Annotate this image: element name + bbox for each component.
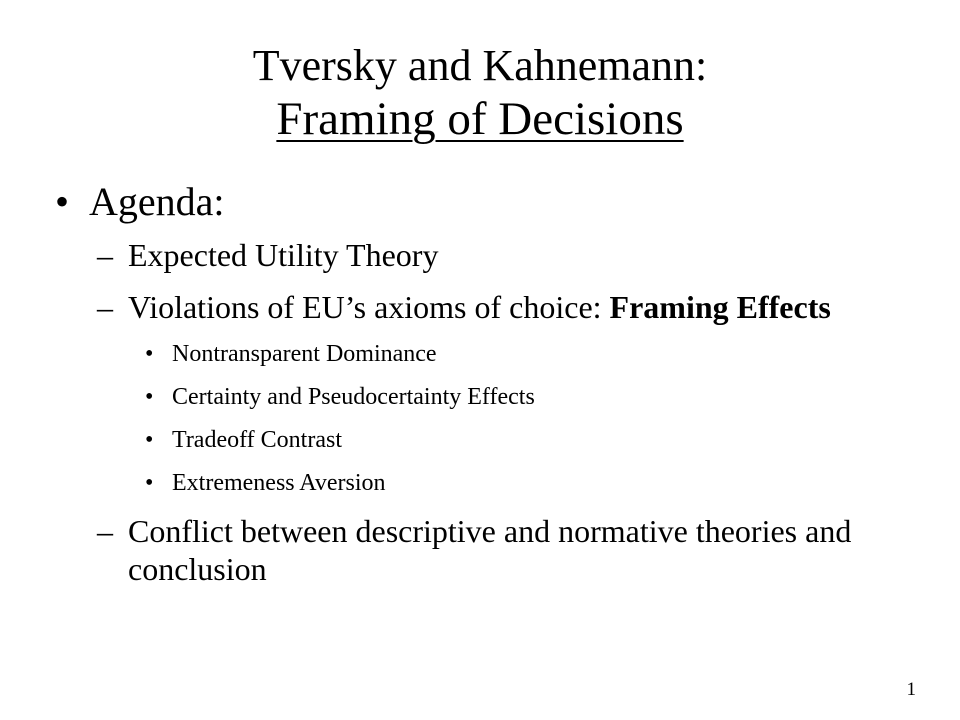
subitem-text: Certainty and Pseudocertainty Effects [172, 384, 535, 410]
dash-icon: – [97, 513, 113, 549]
title-topic: Framing of Decisions [276, 92, 684, 145]
subitem-certainty-effects [55, 383, 915, 412]
slide-title [0, 40, 960, 147]
subitem-text: Tradeoff Contrast [172, 427, 342, 453]
agenda-item-violations [55, 288, 915, 326]
slide-body [55, 178, 915, 602]
bullet-icon: • [145, 470, 154, 496]
agenda-item-text: Expected Utility Theory [128, 237, 439, 273]
agenda-label: Agenda: [89, 179, 225, 224]
subitem-nontransparent-dominance [55, 340, 915, 369]
bullet-icon: • [145, 341, 154, 367]
dash-icon: – [97, 289, 113, 325]
agenda-item-conflict [55, 512, 915, 588]
bullet-icon: • [55, 179, 70, 224]
agenda-item-text: Conflict between descriptive and normative theories and conclusion [128, 513, 852, 587]
subitem-tradeoff-contrast [55, 426, 915, 455]
agenda-item-text: Violations of EU’s axioms of choice: [128, 289, 610, 325]
page-number: 1 [906, 679, 916, 700]
agenda-item-bold-text: Framing Effects [609, 289, 831, 325]
agenda-heading [55, 178, 915, 226]
subitem-text: Nontransparent Dominance [172, 341, 437, 367]
bullet-icon: • [145, 384, 154, 410]
dash-icon: – [97, 237, 113, 273]
title-authors: Tversky and Kahnemann: [252, 41, 708, 90]
subitem-text: Extremeness Aversion [172, 470, 386, 496]
agenda-item-expected-utility [55, 236, 915, 274]
bullet-icon: • [145, 427, 154, 453]
subitem-extremeness-aversion [55, 469, 915, 498]
